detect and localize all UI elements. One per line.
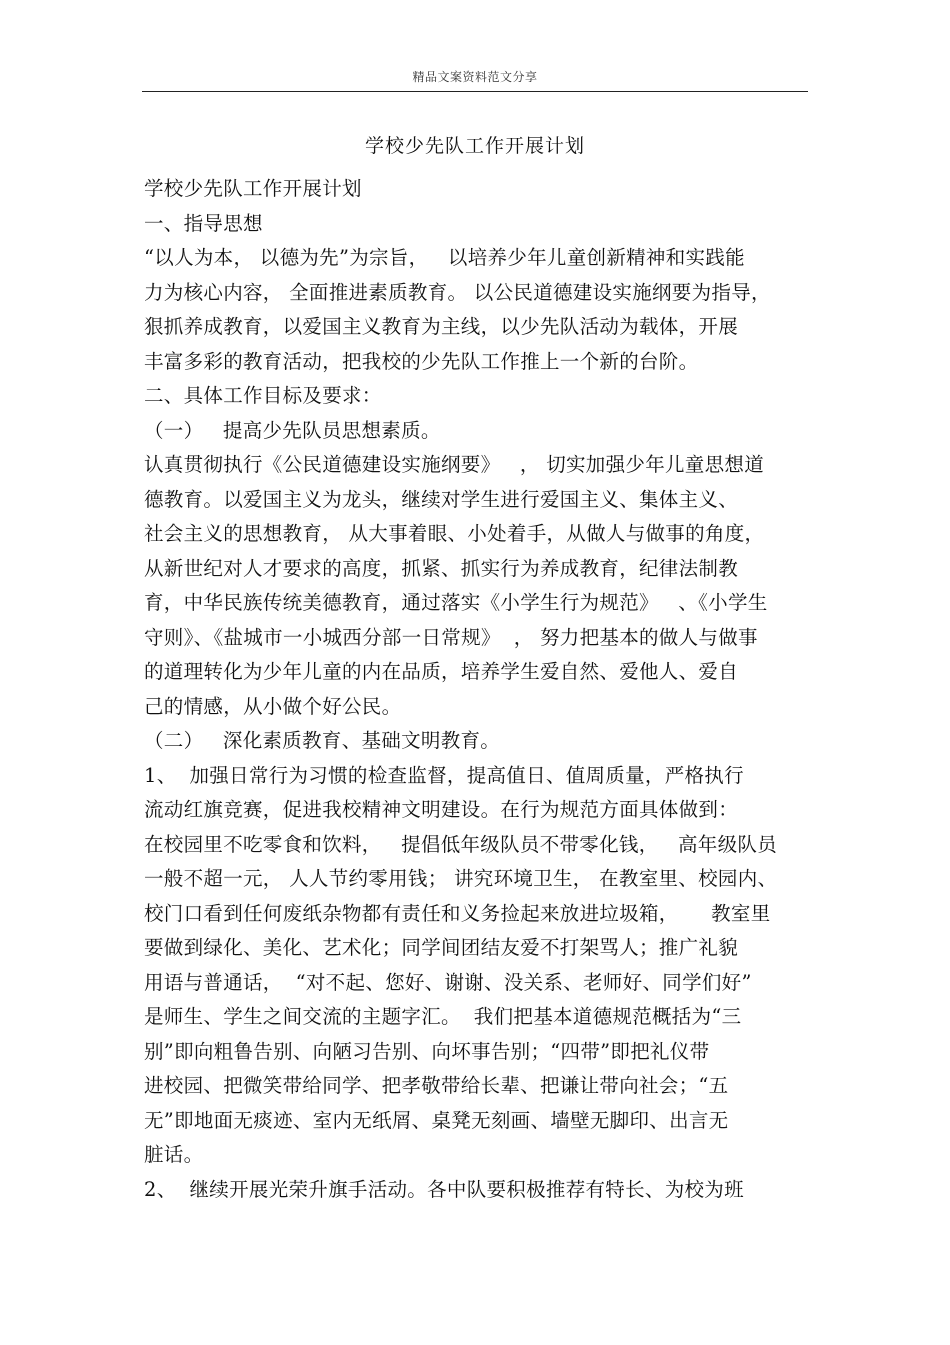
header-rule: [142, 91, 808, 92]
body-line: 狠抓养成教育，以爱国主义教育为主线，以少先队活动为载体，开展: [144, 315, 739, 338]
body-line: 力为核心内容， 全面推进素质教育。 以公民道德建设实施纲要为指导，: [144, 280, 771, 304]
body-line: 脏话。: [144, 1143, 204, 1166]
body-line: 要做到绿化、美化、艺术化；同学间团结友爱不打架骂人；推广礼貌: [144, 936, 739, 959]
document-body: [144, 172, 810, 1207]
body-line: 从新世纪对人才要求的高度，抓紧、抓实行为养成教育，纪律法制教: [144, 556, 739, 580]
body-line: 一般不超一元， 人人节约零用钱； 讲究环境卫生， 在教室里、校园内、: [144, 867, 778, 890]
body-line: 己的情感，从小做个好公民。: [144, 694, 402, 718]
body-line: 守则》、《盐城市一小城西分部一日常规》 ， 努力把基本的做人与做事: [144, 625, 758, 649]
body-line: 1、 加强日常行为习惯的检查监督，提高值日、值周质量，严格执行: [144, 763, 744, 787]
body-line: 用语与普通话， “对不起、您好、谢谢、没关系、老师好、同学们好”: [144, 970, 752, 994]
body-line: 社会主义的思想教育， 从大事着眼、小处着手，从做人与做事的角度，: [144, 522, 765, 545]
body-line: 丰富多彩的教育活动，把我校的少先队工作推上一个新的台阶。: [144, 349, 699, 373]
body-line: 别”即向粗鲁告别、向陋习告别、向坏事告别；“四带”即把礼仪带: [144, 1039, 710, 1063]
body-line: （二） 深化素质教育、基础文明教育。: [144, 729, 501, 752]
body-line: 德教育。以爱国主义为龙头，继续对学生进行爱国主义、集体主义、: [144, 487, 739, 511]
body-line: 流动红旗竞赛，促进我校精神文明建设。在行为规范方面具体做到：: [144, 798, 739, 821]
body-line: “以人为本， 以德为先”为宗旨， 以培养少年儿童创新精神和实践能: [144, 246, 745, 269]
body-line: 2、 继续开展光荣升旗手活动。各中队要积极推荐有特长、为校为班: [144, 1177, 744, 1201]
page-header: 精品文案资料范文分享: [412, 70, 538, 84]
body-line: 在校园里不吃零食和饮料， 提倡低年级队员不带零化钱， 高年级队员: [144, 832, 777, 856]
body-line: 的道理转化为少年儿童的内在品质，培养学生爱自然、爱他人、爱自: [144, 660, 739, 683]
body-line: 二、具体工作目标及要求：: [144, 384, 382, 407]
body-line: 学校少先队工作开展计划: [144, 177, 362, 200]
body-line: （一） 提高少先队员思想素质。: [144, 418, 441, 442]
document-title: 学校少先队工作开展计划: [364, 135, 585, 157]
body-line: 认真贯彻执行《公民道德建设实施纲要》 ， 切实加强少年儿童思想道: [144, 453, 764, 476]
body-line: 是师生、学生之间交流的主题字汇。 我们把基本道德规范概括为“三: [144, 1005, 742, 1028]
body-line: 无”即地面无痰迹、室内无纸屑、桌凳无刻画、墙壁无脚印、出言无: [144, 1108, 729, 1132]
body-line: 一、指导思想: [144, 211, 263, 235]
body-line: 进校园、把微笑带给同学、把孝敬带给长辈、把谦让带向社会；“五: [144, 1074, 729, 1097]
body-line: 育，中华民族传统美德教育，通过落实《小学生行为规范》 、《小学生: [144, 591, 768, 614]
body-line: 校门口看到任何废纸杂物都有责任和义务捡起来放进垃圾箱， 教室里: [144, 901, 771, 925]
